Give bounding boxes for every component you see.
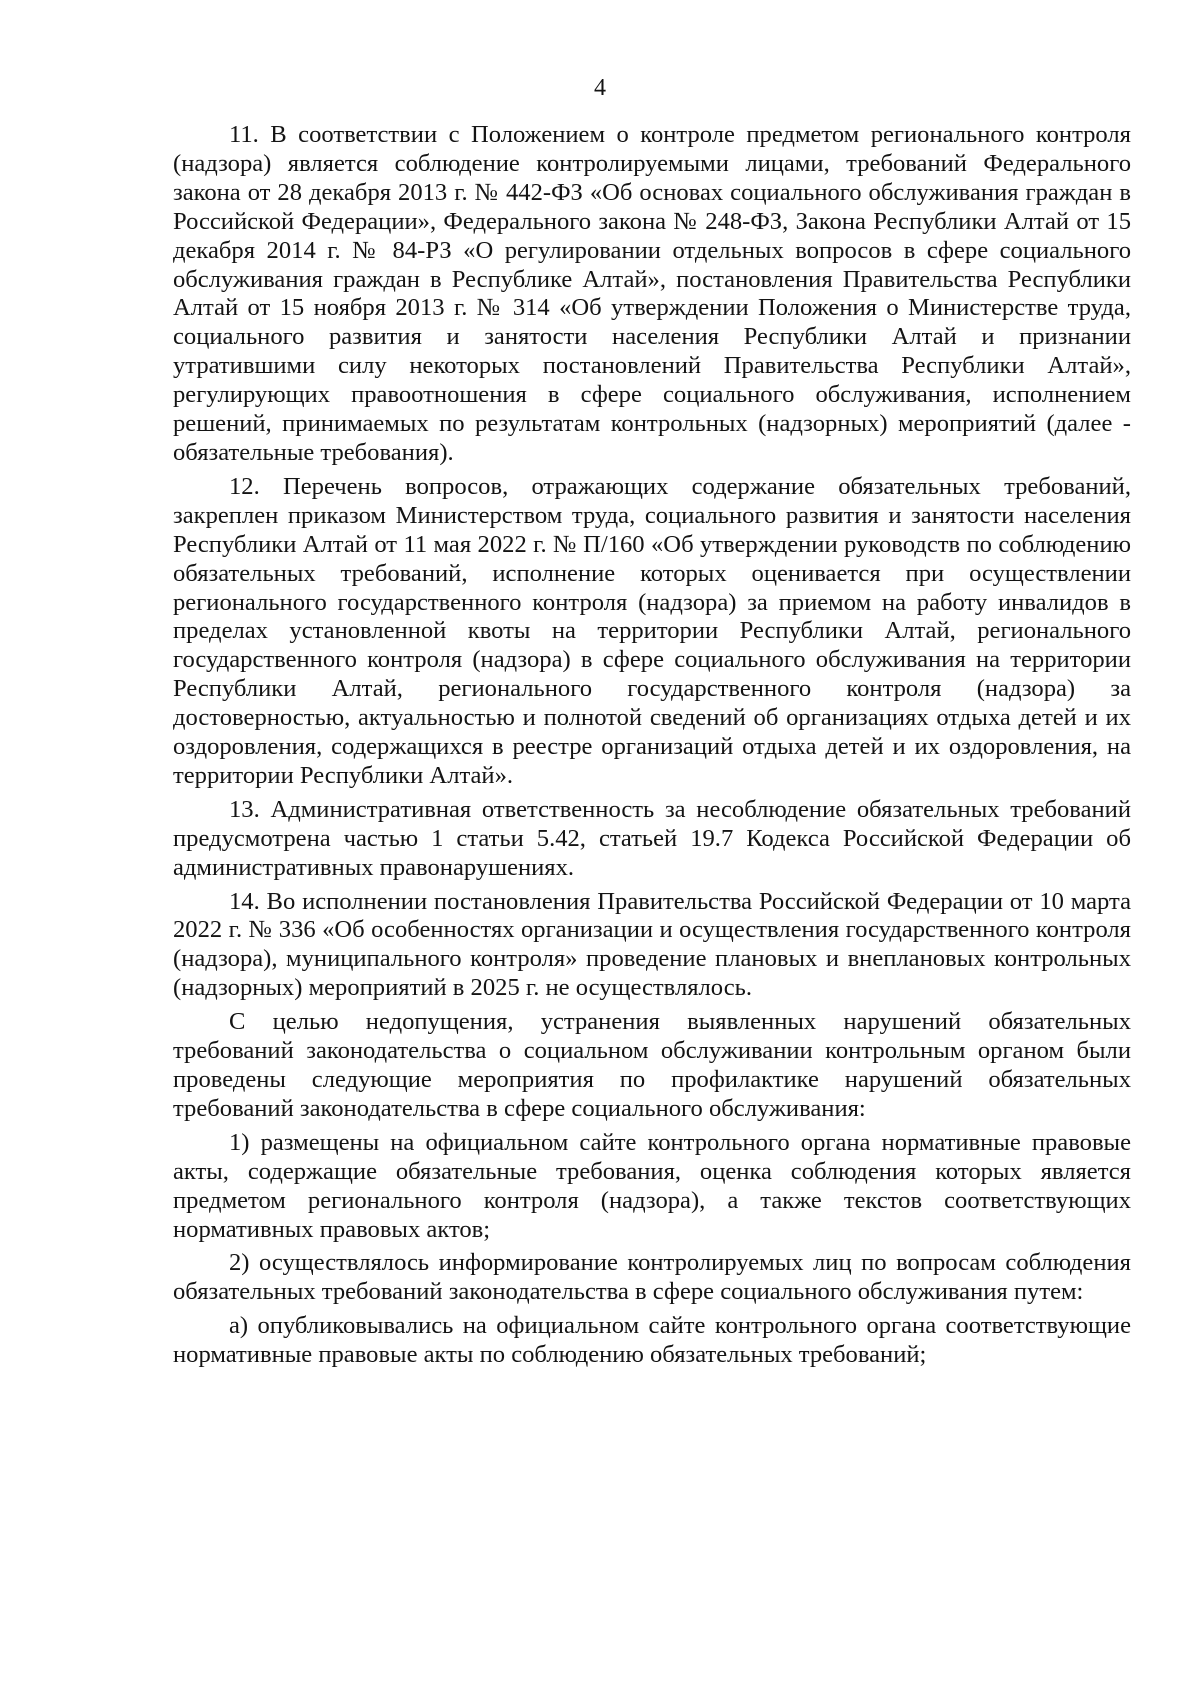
- list-item-1: 1) размещены на официальном сайте контрольного органа нормативные правовые акты, содержащие обязательные требования, оценка соблюдения которых является предметом регионального контроля (надзора), а также текстов соответствующих нормативных правовых актов;: [173, 1128, 1131, 1243]
- paragraph-14: 14. Во исполнении постановления Правительства Российской Федерации от 10 марта 2022 г. № 336 «Об особенностях организации и осуществления государственного контроля (надзора), муниципального контроля» проведение плановых и внеплановых контрольных (надзорных) мероприятий в 2025 г. не осуществлялось.: [173, 887, 1131, 1002]
- list-subitem-a: а) опубликовывались на официальном сайте контрольного органа соответствующие нормативные правовые акты по соблюдению обязательных требований;: [173, 1312, 1131, 1369]
- paragraph-12: 12. Перечень вопросов, отражающих содержание обязательных требований, закреплен приказом Министерством труда, социального развития и занятости населения Республики Алтай от 11 мая 2022 г. № П/160 «Об утверждении руководств по соблюдению обязательных требований, исполнение которых оценивается при осуществлении регионального государственного контроля (надзора) за приемом на работу инвалидов в пределах установленной квоты на территории Республики Алтай, регионального государственного контроля (надзора) в сфере социального обслуживания на территории Республики Алтай, регионального государственного контроля (надзора) за достоверностью, актуальностью и полнотой сведений об организациях отдыха детей и их оздоровления, содержащихся в реестре организаций отдыха детей и их оздоровления, на территории Республики Алтай».: [173, 472, 1131, 789]
- paragraph-11: 11. В соответствии с Положением о контроле предметом регионального контроля (надзора) является соблюдение контролируемыми лицами, требований Федерального закона от 28 декабря 2013 г. № 442-ФЗ «Об основах социального обслуживания граждан в Российской Федерации», Федерального закона № 248-ФЗ, Закона Республики Алтай от 15 декабря 2014 г. № 84-РЗ «О регулировании отдельных вопросов в сфере социального обслуживания граждан в Республике Алтай», постановления Правительства Республики Алтай от 15 ноября 2013 г. № 314 «Об утверждении Положения о Министерстве труда, социального развития и занятости населения Республики Алтай и признании утратившими силу некоторых постановлений Правительства Республики Алтай», регулирующих правоотношения в сфере социального обслуживания, исполнением решений, принимаемых по результатам контрольных (надзорных) мероприятий (далее - обязательные требования).: [173, 121, 1131, 466]
- document-body: [173, 121, 1131, 1370]
- list-item-2: 2) осуществлялось информирование контролируемых лиц по вопросам соблюдения обязательных требований законодательства в сфере социального обслуживания путем:: [173, 1249, 1131, 1306]
- page-number: 4: [594, 75, 606, 101]
- paragraph-13: 13. Административная ответственность за несоблюдение обязательных требований предусмотрена частью 1 статьи 5.42, статьей 19.7 Кодекса Российской Федерации об административных правонарушениях.: [173, 795, 1131, 881]
- paragraph-prevention-intro: С целью недопущения, устранения выявленных нарушений обязательных требований законодательства о социальном обслуживании контрольным органом были проведены следующие мероприятия по профилактике нарушений обязательных требований законодательства в сфере социального обслуживания:: [173, 1008, 1131, 1122]
